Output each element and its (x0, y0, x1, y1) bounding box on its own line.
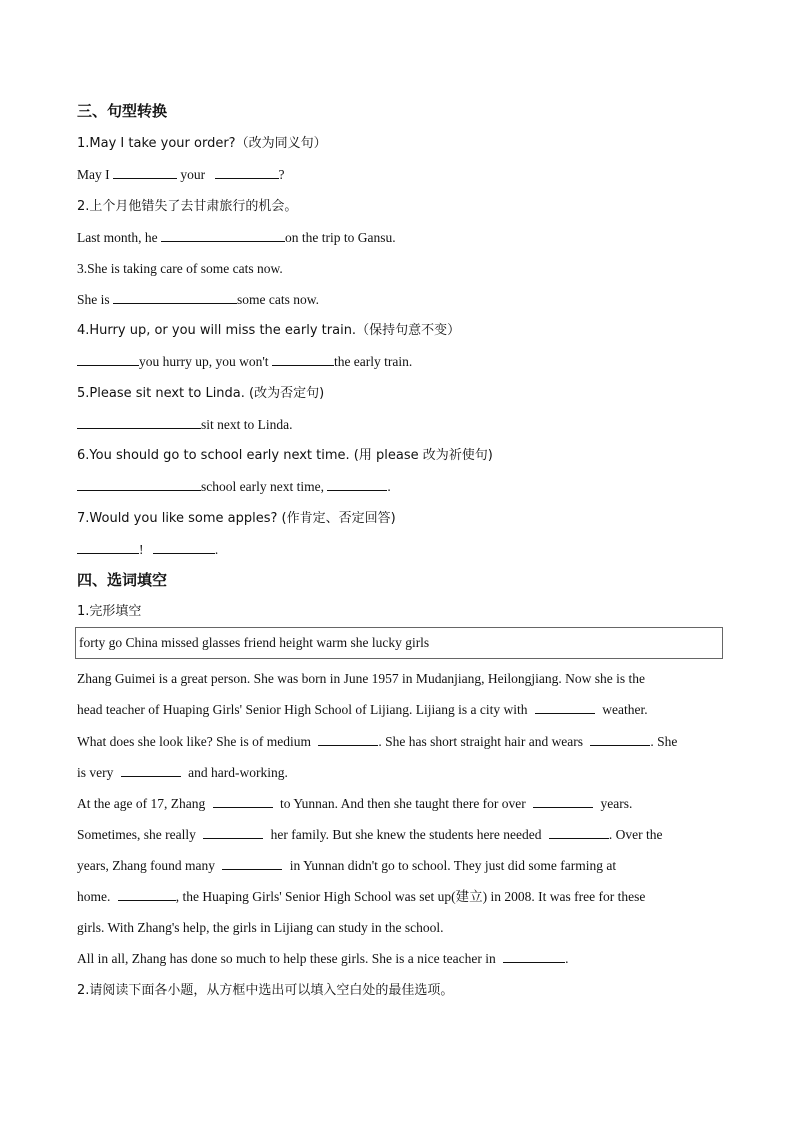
answer-blank[interactable] (213, 795, 273, 808)
passage-text: . Over the (608, 827, 663, 842)
answer-blank[interactable] (215, 166, 279, 179)
answer-blank[interactable] (318, 733, 378, 746)
answer-blank[interactable] (203, 826, 263, 839)
answer-text: May I (77, 167, 110, 182)
answer-text: your (180, 167, 206, 182)
answer-blank[interactable] (153, 541, 215, 554)
passage-text: head teacher of Huaping Girls' Senior High School of Lijiang. Lijiang is a city with (77, 702, 528, 717)
answer-blank[interactable] (77, 416, 201, 429)
answer-text: She is (77, 292, 110, 307)
answer-text: the early train. (333, 354, 413, 369)
word-bank-text: forty go China missed glasses friend height warm she lucky girls (79, 635, 430, 650)
passage-text: in Yunnan didn't go to school. They just did some farming at (289, 858, 617, 873)
answer-blank[interactable] (113, 291, 237, 304)
question-1-answer-line (77, 166, 285, 184)
answer-text: . (214, 542, 219, 557)
passage-line: Zhang Guimei is a great person. She was born in June 1957 in Mudanjiang, Heilongjiang. Now she is the (77, 671, 646, 686)
question-4-prompt: 4.Hurry up, or you will miss the early train.（保持句意不变） (77, 323, 461, 338)
answer-text: on the trip to Gansu. (285, 230, 396, 245)
passage-line (77, 857, 616, 875)
answer-text: Last month, he (77, 230, 158, 245)
passage-text: her family. But she knew the students here needed (270, 827, 542, 842)
passage-line (77, 950, 569, 968)
subsection-title: 1.完形填空 (77, 604, 142, 619)
question-5-answer-line (77, 416, 293, 434)
passage-text: . (565, 951, 569, 966)
answer-blank[interactable] (77, 541, 139, 554)
answer-blank[interactable] (121, 764, 181, 777)
section-heading: 三、句型转换 (77, 102, 168, 120)
answer-text: . (387, 479, 391, 494)
passage-text: . She has short straight hair and wears (378, 734, 584, 749)
answer-text: some cats now. (237, 292, 319, 307)
question-3-answer-line (77, 291, 319, 309)
answer-blank[interactable] (503, 950, 565, 963)
question-5-prompt: 5.Please sit next to Linda. (改为否定句) (77, 386, 325, 401)
passage-line: girls. With Zhang's help, the girls in Lijiang can study in the school. (77, 920, 444, 935)
passage-line (77, 733, 677, 751)
answer-blank[interactable] (533, 795, 593, 808)
word-bank-box (75, 627, 723, 659)
question-2-prompt: 2.上个月他错失了去甘肃旅行的机会。 (77, 199, 298, 214)
passage-text: . She (650, 734, 678, 749)
answer-blank[interactable] (77, 478, 201, 491)
answer-text: ! (139, 542, 144, 557)
passage-text: and hard-working. (188, 765, 288, 780)
answer-blank[interactable] (549, 826, 609, 839)
passage-text: to Yunnan. And then she taught there for over (279, 796, 526, 811)
section-heading: 四、选词填空 (77, 571, 168, 589)
question-2-answer-line (77, 229, 396, 247)
subsection-title: 2.请阅读下面各小题，从方框中选出可以填入空白处的最佳选项。 (77, 983, 454, 998)
passage-text: At the age of 17, Zhang (77, 796, 206, 811)
passage-text: Sometimes, she really (77, 827, 196, 842)
question-7-prompt: 7.Would you like some apples? (作肯定、否定回答) (77, 511, 396, 526)
question-7-answer-line (77, 541, 218, 559)
answer-blank[interactable] (590, 733, 650, 746)
passage-text: home. (77, 889, 111, 904)
answer-blank[interactable] (161, 229, 285, 242)
answer-text: sit next to Linda. (201, 417, 293, 432)
question-3-prompt: 3.She is taking care of some cats now. (77, 261, 283, 276)
passage-line (77, 701, 648, 719)
answer-blank[interactable] (113, 166, 177, 179)
answer-blank[interactable] (222, 857, 282, 870)
question-6-answer-line (77, 478, 391, 496)
question-6-prompt: 6.You should go to school early next time. (用 please 改为祈使句) (77, 448, 493, 463)
passage-line (77, 888, 645, 906)
passage-text: What does she look like? She is of medium (77, 734, 311, 749)
answer-text: school early next time, (201, 479, 324, 494)
passage-text: years, Zhang found many (77, 858, 215, 873)
answer-blank[interactable] (535, 701, 595, 714)
answer-text: you hurry up, you won't (139, 354, 269, 369)
answer-blank[interactable] (118, 888, 176, 901)
passage-text: years. (600, 796, 633, 811)
answer-blank[interactable] (77, 353, 139, 366)
passage-text: , the Huaping Girls' Senior High School was set up(建立) in 2008. It was free for these (175, 889, 646, 904)
passage-line (77, 795, 632, 813)
passage-text: weather. (602, 702, 648, 717)
passage-line (77, 826, 663, 844)
passage-text: is very (77, 765, 114, 780)
answer-text: ? (278, 167, 285, 182)
passage-text: All in all, Zhang has done so much to help these girls. She is a nice teacher in (77, 951, 496, 966)
question-4-answer-line (77, 353, 412, 371)
answer-blank[interactable] (327, 478, 387, 491)
question-1-prompt: 1.May I take your order?（改为同义句） (77, 136, 327, 151)
passage-line (77, 764, 288, 782)
answer-blank[interactable] (272, 353, 334, 366)
